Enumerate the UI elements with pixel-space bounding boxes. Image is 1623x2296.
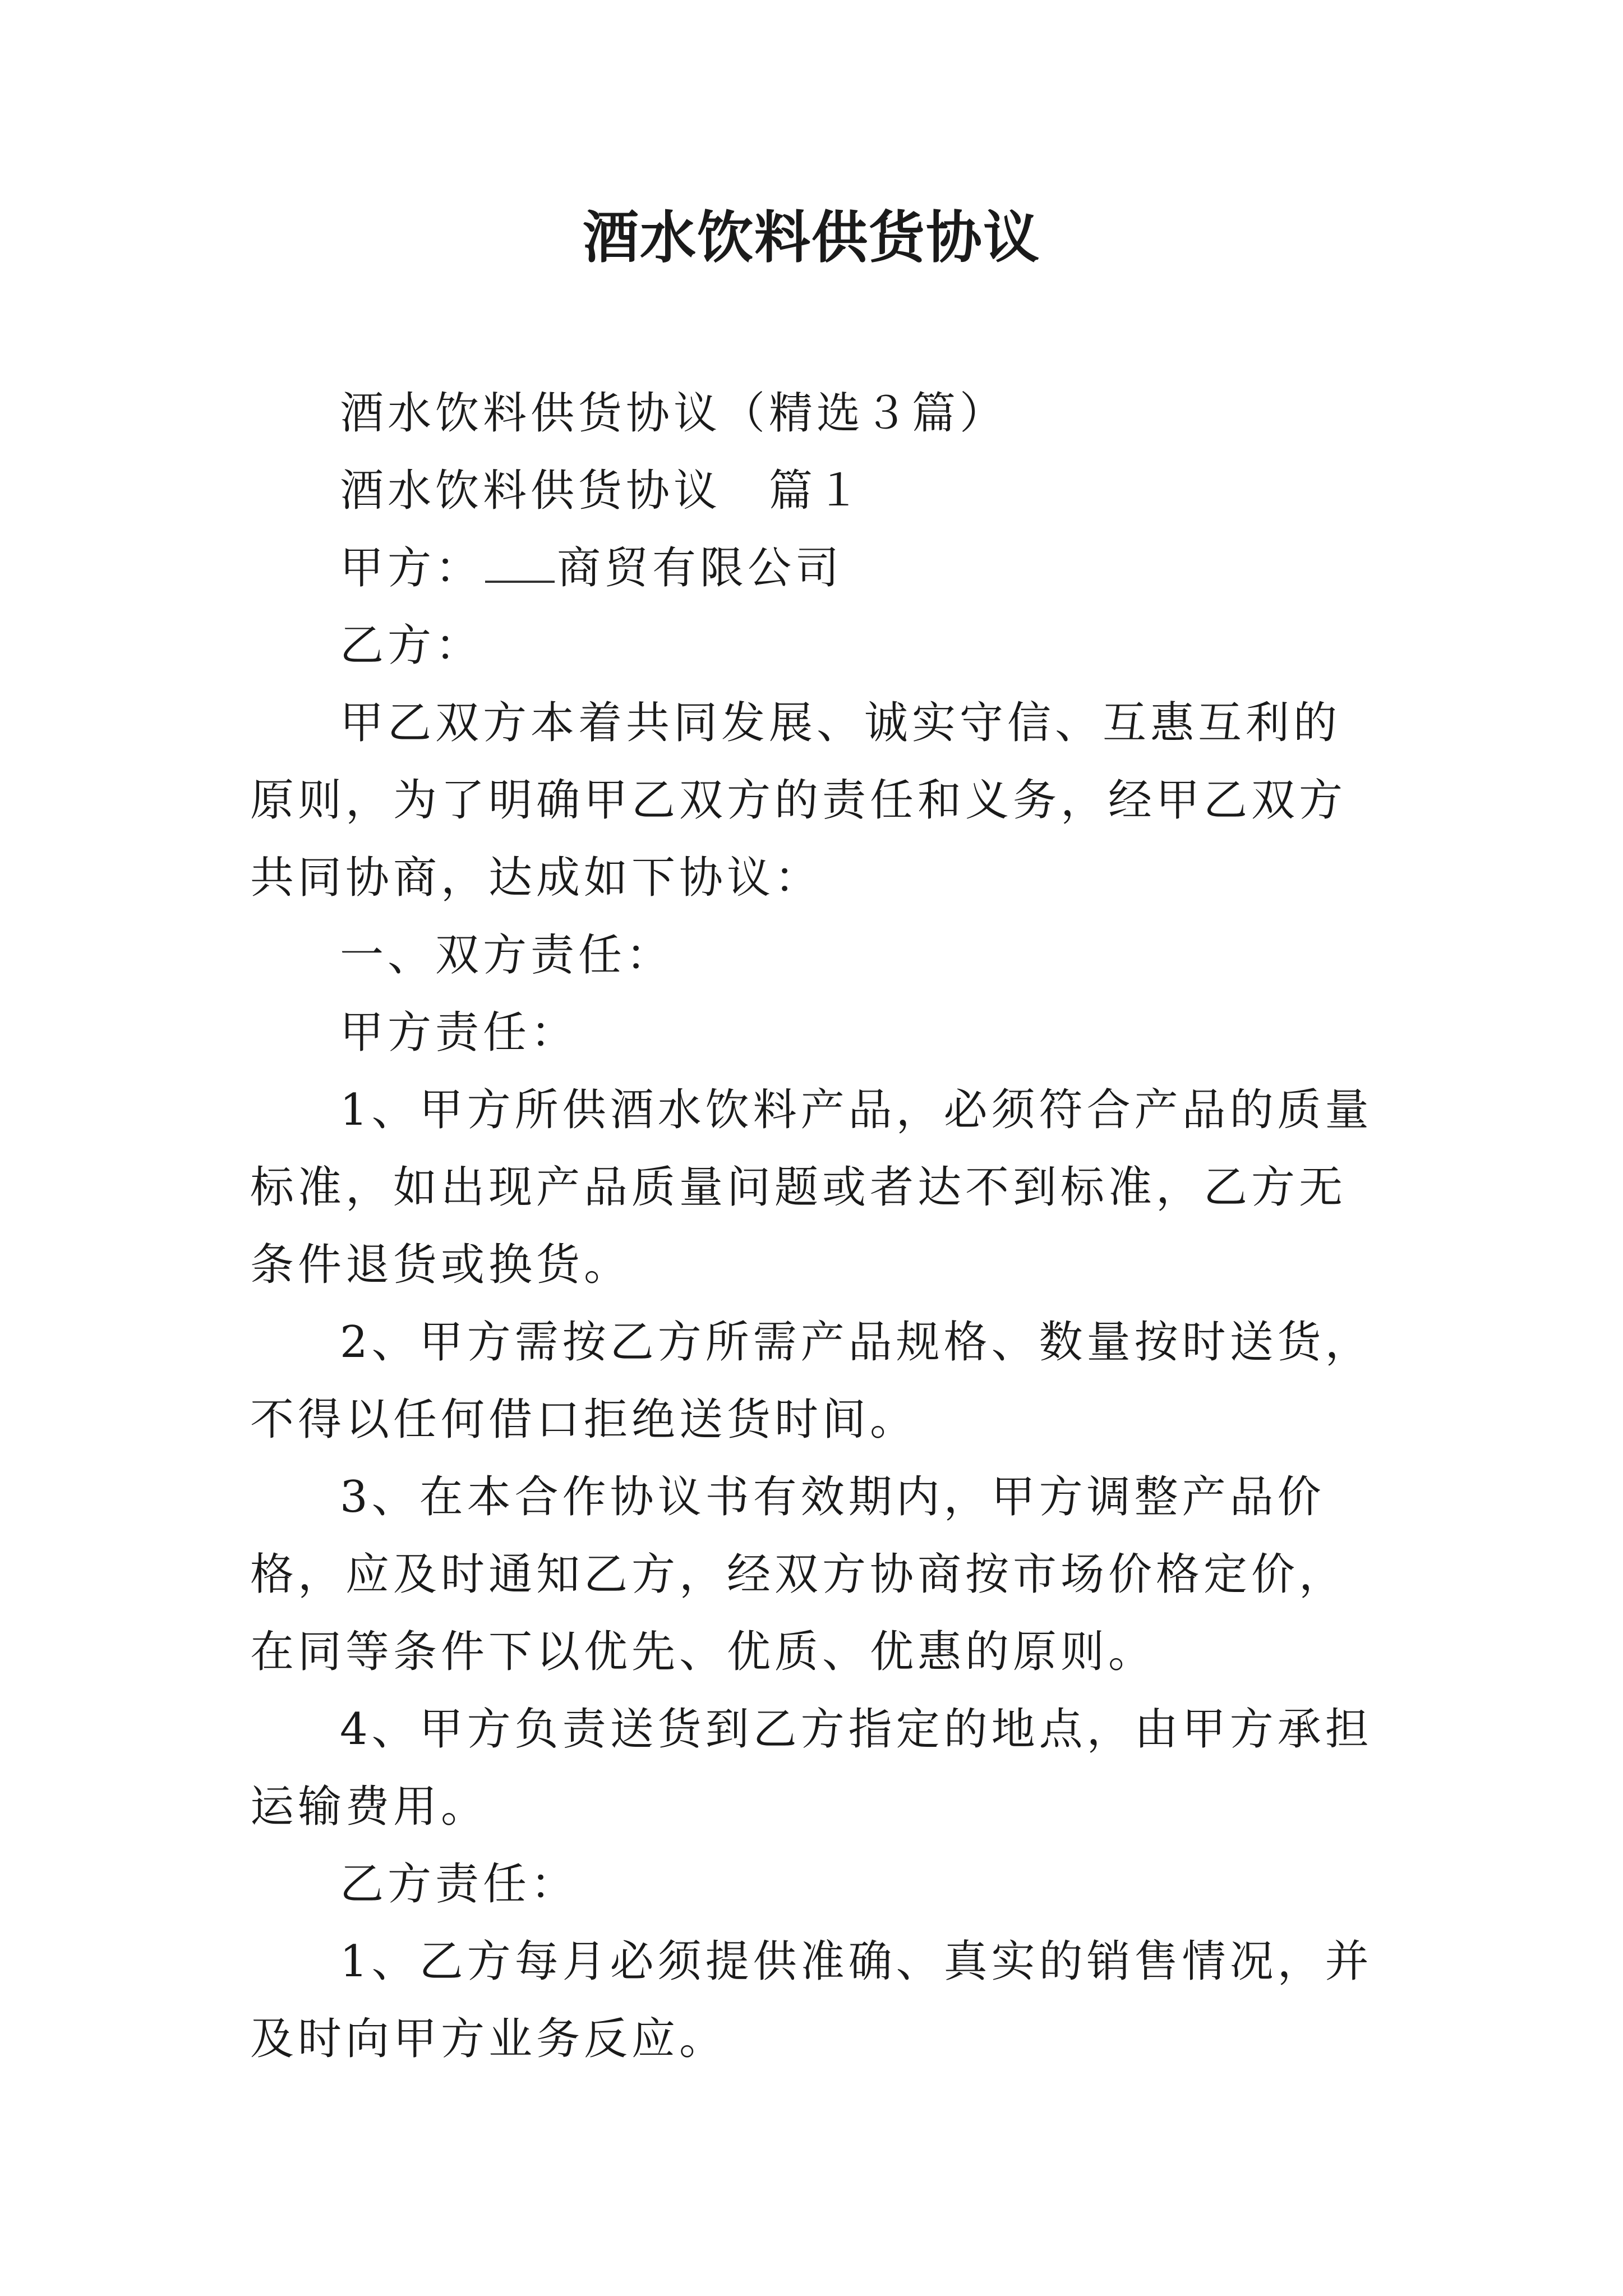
party-a-duties-heading: 甲方责任： — [340, 1007, 579, 1058]
section-heading: 一、双方责任： — [340, 930, 674, 981]
party-b-duties-heading: 乙方责任： — [340, 1859, 579, 1910]
party-a-duty-item: 1、甲方所供酒水饮料产品，必须符合产品的质量标准，如出现产品质量问题或者达不到标准，乙方无条件退货或换货。 — [250, 1085, 1373, 1290]
party-a-label: 甲方： — [340, 543, 483, 593]
party-a-duty-item: 3、在本合作协议书有效期内，甲方调整产品价格，应及时通知乙方，经双方协商按市场价格定价，在同等条件下以优先、优质、优惠的原则。 — [250, 1472, 1347, 1677]
article-heading: 酒水饮料供货协议 篇１ — [340, 466, 865, 516]
party-a-duty-item: 4、甲方负责送货到乙方指定的地点，由甲方承担运输费用。 — [250, 1704, 1373, 1832]
party-a-duty-item: 2、甲方需按乙方所需产品规格、数量按时送货，不得以任何借口拒绝送货时间。 — [250, 1317, 1373, 1445]
name-blank-line — [485, 545, 555, 583]
party-a-company: 商贸有限公司 — [557, 543, 843, 593]
party-b-line: 乙方： — [340, 620, 483, 671]
preamble-paragraph: 甲乙双方本着共同发展、诚实守信、互惠互利的原则，为了明确甲乙双方的责任和义务，经甲乙双方共同协商，达成如下协议： — [250, 698, 1347, 903]
document-title: 酒水饮料供货协议 — [583, 204, 1040, 270]
party-a-line — [250, 530, 1387, 607]
subtitle: 酒水饮料供货协议（精选３篇） — [340, 388, 1008, 439]
party-b-duty-item: 1、乙方每月必须提供准确、真实的销售情况，并及时向甲方业务反应。 — [250, 1936, 1373, 2064]
document-body — [250, 375, 1387, 2078]
